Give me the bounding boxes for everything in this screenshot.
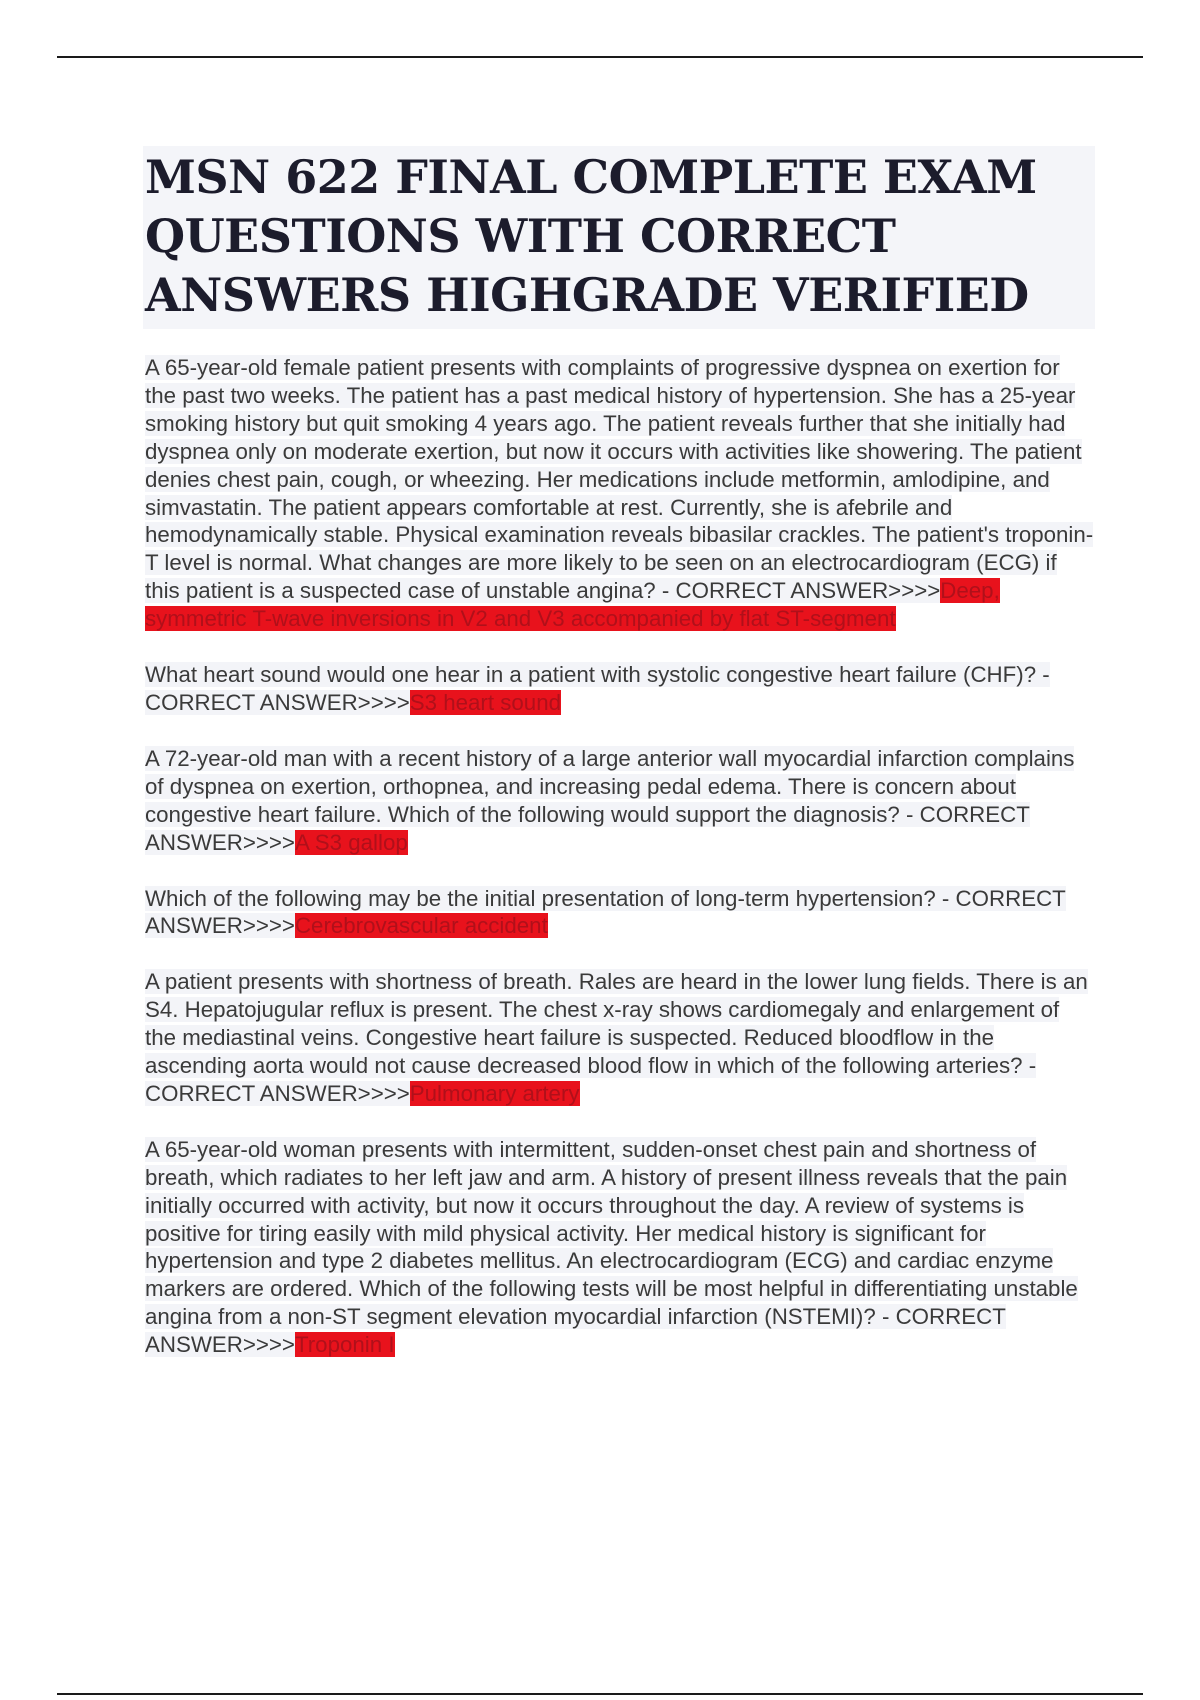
qa-item xyxy=(145,1136,1095,1359)
qa-item xyxy=(145,354,1095,633)
highlighted-answer: A S3 gallop xyxy=(294,829,408,855)
highlighted-answer: Troponin I xyxy=(294,1332,395,1358)
question-text: Which of the following may be the initial presentation of long-term hypertension? - CORRECT ANSWER>>>> xyxy=(145,885,1066,939)
question-text: What heart sound would one hear in a patient with systolic congestive heart failure (CHF)? - CORRECT ANSWER>>>> xyxy=(145,662,1050,715)
question-text: A 65-year-old woman presents with intermittent, sudden-onset chest pain and shortness of breath, which radiates to her left jaw and arm. A history of present illness reveals that the pain initially occurred with activity, but now it occurs throughout the day. A review of systems is positive for tiring easily with mild physical activity. Her medical history is significant for hypertension and type 2 diabetes mellitus. An electrocardiogram (ECG) and cardiac enzyme markers are ordered. Which of the following tests will be most helpful in differentiating unstable angina from a non-ST segment elevation myocardial infarction (NSTEMI)? - CORRECT ANSWER>>>> xyxy=(145,1136,1078,1358)
question-text: A 65-year-old female patient presents with complaints of progressive dyspnea on exertion for the past two weeks. The patient has a past medical history of hypertension. She has a 25-year smoking history but quit smoking 4 years ago. The patient reveals further that she initially had dyspnea only on moderate exertion, but now it occurs with activities like showering. The patient denies chest pain, cough, or wheezing. Her medications include metformin, amlodipine, and simvastatin. The patient appears comfortable at rest. Currently, she is afebrile and hemodynamically stable. Physical examination reveals bibasilar crackles. The patient's troponin-T level is normal. What changes are more likely to be seen on an electrocardiogram (ECG) if this patient is a suspected case of unstable angina? - CORRECT ANSWER>>>> xyxy=(145,355,1094,604)
qa-item xyxy=(145,885,1095,941)
footer-rule xyxy=(57,1693,1143,1695)
qa-list xyxy=(145,354,1095,1387)
highlighted-answer: Cerebrovascular accident xyxy=(294,913,548,939)
highlighted-answer: S3 heart sound xyxy=(409,689,561,715)
qa-item xyxy=(145,745,1095,857)
highlighted-answer: Deep, symmetric T-wave inversions in V2 and V3 accompanied by flat ST-segment xyxy=(145,578,1000,632)
qa-item xyxy=(145,968,1095,1108)
title-block xyxy=(143,146,1095,329)
question-text: A 72-year-old man with a recent history of a large anterior wall myocardial infarction complains of dyspnea on exertion, orthopnea, and increasing pedal edema. There is concern about congestive heart failure. Which of the following would support the diagnosis? - CORRECT ANSWER>>>> xyxy=(145,745,1075,855)
qa-item xyxy=(145,661,1095,717)
question-text: A patient presents with shortness of breath. Rales are heard in the lower lung fields. There is an S4. Hepatojugular reflux is present. The chest x-ray shows cardiomegaly and enlargement of the mediastinal veins. Congestive heart failure is suspected. Reduced bloodflow in the ascending aorta would not cause decreased blood flow in which of the following arteries? - CORRECT ANSWER>>>> xyxy=(145,969,1088,1106)
header-rule xyxy=(57,56,1143,58)
highlighted-answer: Pulmonary artery xyxy=(409,1080,580,1106)
document-title: MSN 622 FINAL COMPLETE EXAM QUESTIONS WITH CORRECT ANSWERS HIGHGRADE VERIFIED xyxy=(145,150,1037,322)
